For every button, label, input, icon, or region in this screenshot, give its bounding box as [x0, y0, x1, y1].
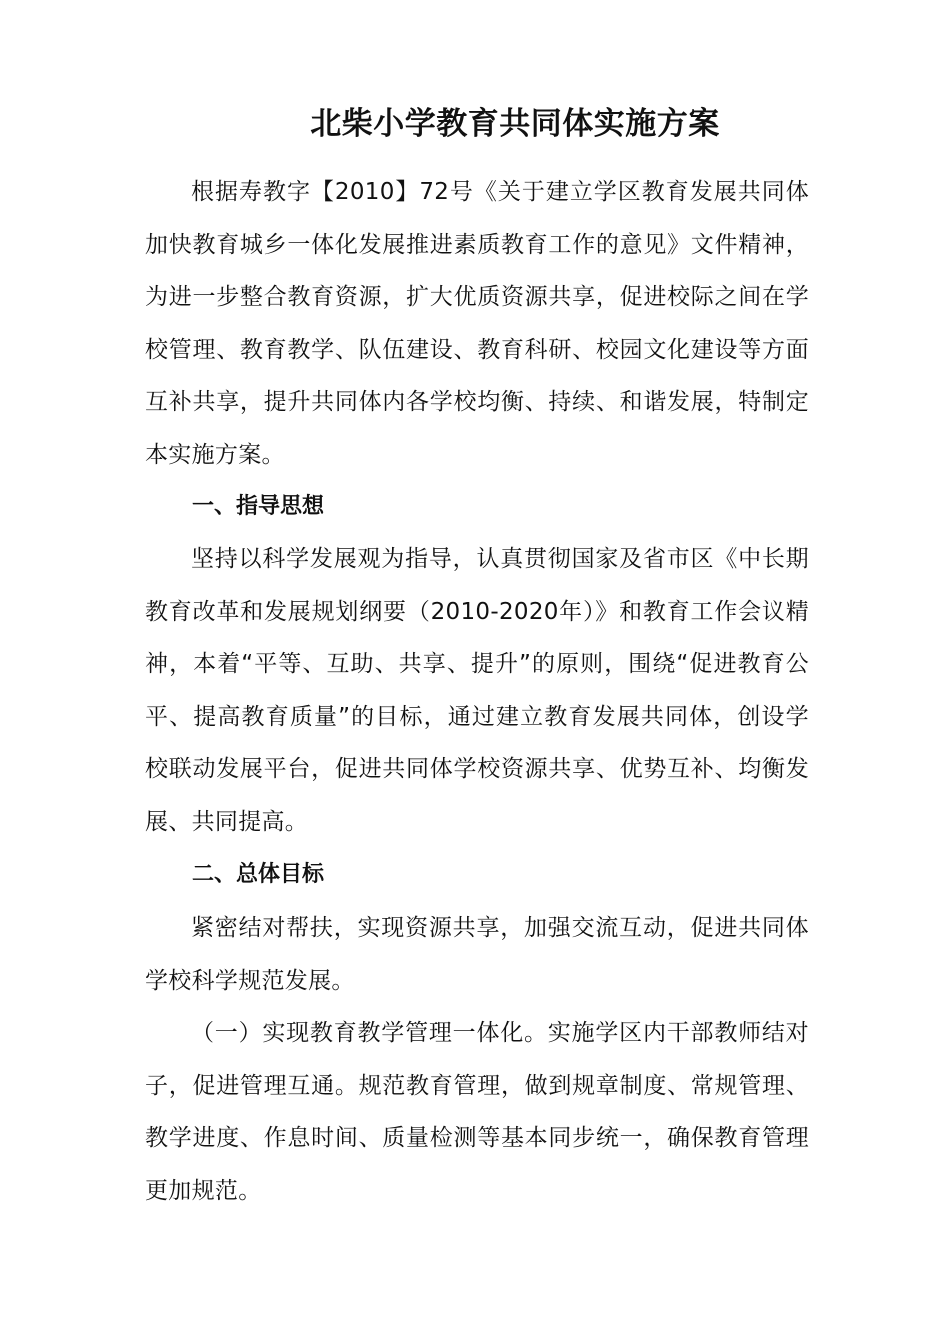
- section-heading-overall-goal: 二、总体目标: [192, 862, 325, 887]
- overall-goal-paragraph: 紧密结对帮扶，实现资源共享，加强交流互动，促进共同体学校科学规范发展。: [145, 915, 809, 994]
- guiding-thought-paragraph: 坚持以科学发展观为指导，认真贯彻国家及省市区《中长期教育改革和发展规划纲要（2010-2020年）》和教育工作会议精神，本着“平等、互助、共享、提升”的原则，围绕“促进教育公平、提高教育质量”的目标，通过建立教育发展共同体，创设学校联动发展平台，促进共同体学校资源共享、优势互补、均衡发展、共同提高。: [145, 546, 809, 835]
- goal-item-1-paragraph: （一）实现教育教学管理一体化。实施学区内干部教师结对子，促进管理互通。规范教育管理，做到规章制度、常规管理、教学进度、作息时间、质量检测等基本同步统一，确保教育管理更加规范。: [145, 1020, 809, 1204]
- section-heading-guiding-thought: 一、指导思想: [192, 494, 325, 519]
- intro-paragraph: 根据寿教字【2010】72号《关于建立学区教育发展共同体加快教育城乡一体化发展推进素质教育工作的意见》文件精神，为进一步整合教育资源，扩大优质资源共享，促进校际之间在学校管理、教育教学、队伍建设、教育科研、校园文化建设等方面互补共享，提升共同体内各学校均衡、持续、和谐发展，特制定本实施方案。: [145, 179, 809, 468]
- document-title: 北柴小学教育共同体实施方案: [310, 106, 720, 142]
